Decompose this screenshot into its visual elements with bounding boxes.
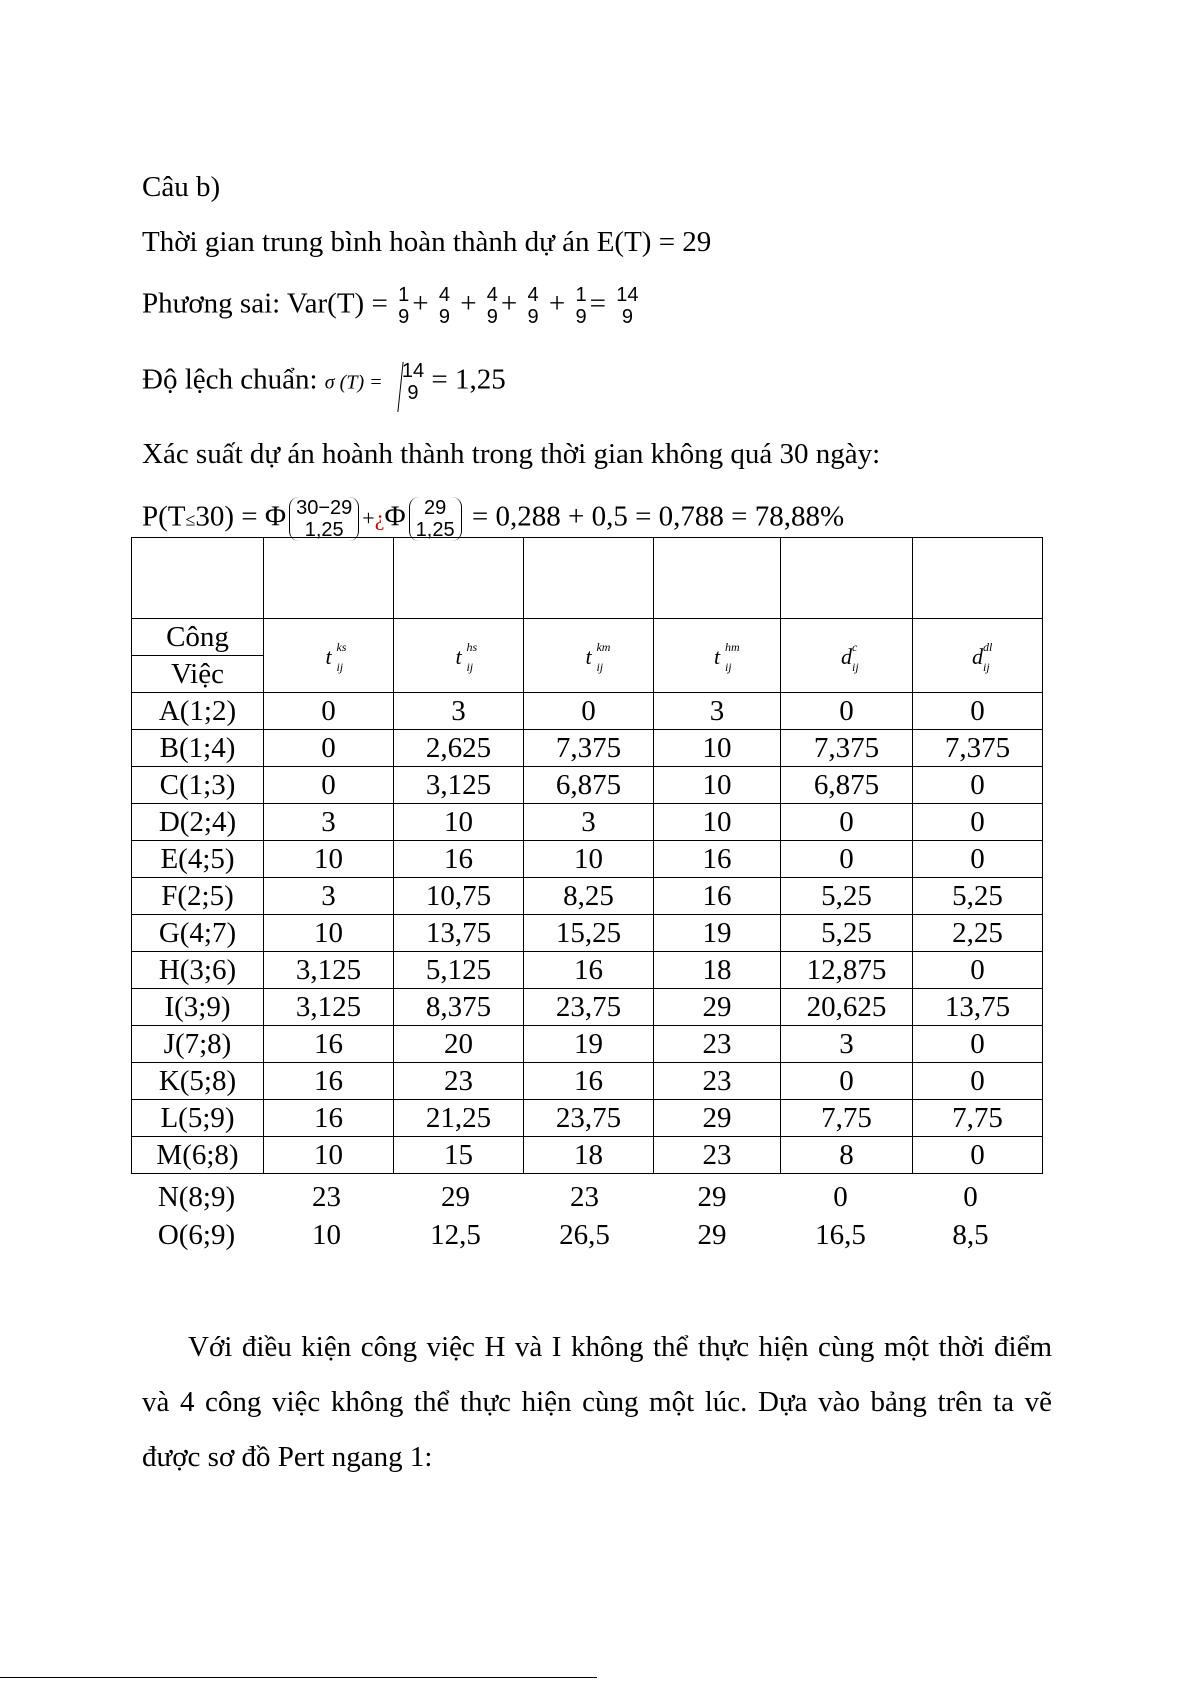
value-cell: 8,375 (394, 989, 524, 1026)
table-row (132, 915, 1043, 952)
phi-argument-1: 30−29 1,25 (289, 497, 359, 541)
value-cell: 16 (264, 1063, 394, 1100)
value-cell: 2,625 (394, 730, 524, 767)
value-cell: 29 (654, 1100, 781, 1137)
value-cell: 23 (654, 1063, 781, 1100)
mean-line: Thời gian trung bình hoàn thành dự án E(T) = 29 (142, 226, 712, 258)
value-cell: 7,75 (913, 1100, 1043, 1137)
table-blank-row (132, 538, 1043, 619)
value-cell: 10 (654, 767, 781, 804)
table-row (132, 1100, 1043, 1137)
probability-result: = 0,288 + 0,5 = 0,788 = 78,88% (471, 500, 845, 533)
table-row (132, 804, 1043, 841)
value-cell: 15,25 (524, 915, 654, 952)
value-cell: 5,25 (781, 915, 913, 952)
value-cell: 0 (524, 693, 654, 730)
header-d-c: d c ij (781, 619, 913, 693)
table-row (132, 767, 1043, 804)
value-cell: 21,25 (394, 1100, 524, 1137)
header-t-hm: t hm ij (654, 619, 781, 693)
value-cell: 3 (654, 693, 781, 730)
variance-term-3: 4 9 (486, 284, 498, 328)
value-cell: 20,625 (781, 989, 913, 1026)
table-row (132, 730, 1043, 767)
value-cell: 6,875 (524, 767, 654, 804)
table-header-row-top (132, 619, 1043, 656)
header-t-hs: t hs ij (394, 619, 524, 693)
value-cell: 10 (264, 915, 394, 952)
task-name-cell: B(1;4) (132, 730, 264, 767)
value-cell: 18 (524, 1137, 654, 1174)
task-name-cell: L(5;9) (132, 1100, 264, 1137)
variance-term-2: 4 9 (438, 284, 450, 328)
value-cell: 15 (394, 1137, 524, 1174)
variance-line: Phương sai: Var(T) = 1 9 + 4 9 + 4 9 + 4 9 + 1 9 = 14 9 (142, 284, 639, 328)
value-cell: 2,25 (913, 915, 1043, 952)
task-name-cell: J(7;8) (132, 1026, 264, 1063)
value-cell: 10 (394, 804, 524, 841)
value-cell: 10,75 (394, 878, 524, 915)
value-cell: 5,125 (394, 952, 524, 989)
value-cell: 10 (654, 730, 781, 767)
variance-prefix: Phương sai: Var(T) = (142, 287, 388, 320)
value-cell: 0 (781, 1063, 913, 1100)
variance-term-5: 1 9 (575, 284, 587, 328)
footnote-separator (0, 1677, 597, 1678)
task-name-cell: H(3;6) (132, 952, 264, 989)
value-cell: 3 (524, 804, 654, 841)
task-name-cell: K(5;8) (132, 1063, 264, 1100)
value-cell: 16 (394, 841, 524, 878)
render-artifact-char: ¿ (374, 505, 385, 531)
value-cell: 16 (654, 841, 781, 878)
value-cell: 20 (394, 1026, 524, 1063)
value-cell: 10 (264, 1137, 394, 1174)
value-cell: 23 (654, 1137, 781, 1174)
value-cell: 8 (781, 1137, 913, 1174)
table-row (132, 989, 1043, 1026)
table-row (132, 841, 1043, 878)
value-cell: 8,25 (524, 878, 654, 915)
value-cell: 16 (524, 1063, 654, 1100)
value-cell: 0 (913, 1026, 1043, 1063)
value-cell: 7,75 (781, 1100, 913, 1137)
value-cell: 0 (264, 693, 394, 730)
value-cell: 19 (524, 1026, 654, 1063)
value-cell: 7,375 (524, 730, 654, 767)
header-t-ks: t ks ij (264, 619, 394, 693)
tail-row-n: N(8;9) 23 29 23 29 0 0 (157, 1181, 978, 1213)
body-paragraph: Với điều kiện công việc H và I không thể thực hiện cùng một thời điểm và 4 công việc không thể thực hiện cùng một lúc. Dựa vào bảng trên ta vẽ được sơ đồ Pert ngang 1: (142, 1331, 1052, 1473)
table-row (132, 952, 1043, 989)
value-cell: 3 (264, 804, 394, 841)
table-row (132, 878, 1043, 915)
value-cell: 3 (394, 693, 524, 730)
variance-result: 14 9 (616, 284, 639, 328)
value-cell: 23 (394, 1063, 524, 1100)
value-cell: 3 (781, 1026, 913, 1063)
value-cell: 23,75 (524, 989, 654, 1026)
value-cell: 0 (913, 767, 1043, 804)
value-cell: 7,375 (913, 730, 1043, 767)
section-heading: Câu b) (142, 171, 221, 203)
value-cell: 0 (264, 730, 394, 767)
value-cell: 12,875 (781, 952, 913, 989)
value-cell: 3 (264, 878, 394, 915)
value-cell: 10 (524, 841, 654, 878)
task-name-cell: M(6;8) (132, 1137, 264, 1174)
sqrt-radical: 14 9 (390, 360, 424, 404)
probability-formula: P(T≤30) = Φ 30−29 1,25 +¿Φ 29 1,25 = 0,288 + 0,5 = 0,788 = 78,88% (142, 497, 845, 541)
value-cell: 7,375 (781, 730, 913, 767)
value-cell: 0 (781, 693, 913, 730)
value-cell: 18 (654, 952, 781, 989)
stddev-prefix: Độ lệch chuẩn: (142, 363, 318, 396)
value-cell: 5,25 (913, 878, 1043, 915)
schedule-table (131, 537, 1043, 1174)
value-cell: 29 (654, 989, 781, 1026)
probability-intro: Xác suất dự án hoành thành trong thời gian không quá 30 ngày: (142, 438, 881, 470)
task-name-cell: E(4;5) (132, 841, 264, 878)
value-cell: 16 (524, 952, 654, 989)
value-cell: 0 (913, 804, 1043, 841)
task-name-cell: G(4;7) (132, 915, 264, 952)
sigma-symbol: σ (T) = (324, 371, 383, 394)
task-name-cell: A(1;2) (132, 693, 264, 730)
variance-term-4: 4 9 (527, 284, 539, 328)
table-row (132, 693, 1043, 730)
table-row (132, 1137, 1043, 1174)
table-row (132, 1026, 1043, 1063)
tail-row-o: O(6;9) 10 12,5 26,5 29 16,5 8,5 (157, 1219, 989, 1251)
header-cong: Công (132, 619, 264, 656)
variance-term-1: 1 9 (398, 284, 410, 328)
value-cell: 0 (781, 841, 913, 878)
value-cell: 16 (264, 1100, 394, 1137)
value-cell: 23,75 (524, 1100, 654, 1137)
value-cell: 19 (654, 915, 781, 952)
value-cell: 16 (654, 878, 781, 915)
value-cell: 0 (913, 693, 1043, 730)
value-cell: 0 (781, 804, 913, 841)
value-cell: 13,75 (394, 915, 524, 952)
value-cell: 16 (264, 1026, 394, 1063)
stddev-line (142, 360, 506, 404)
value-cell: 5,25 (781, 878, 913, 915)
value-cell: 3,125 (264, 952, 394, 989)
phi-argument-2: 29 1,25 (409, 497, 462, 541)
task-name-cell: I(3;9) (132, 989, 264, 1026)
value-cell: 10 (654, 804, 781, 841)
value-cell: 0 (913, 952, 1043, 989)
value-cell: 6,875 (781, 767, 913, 804)
header-d-dl: d dl ij (913, 619, 1043, 693)
table-body (132, 693, 1043, 1174)
value-cell: 23 (654, 1026, 781, 1063)
value-cell: 0 (913, 1063, 1043, 1100)
value-cell: 10 (264, 841, 394, 878)
table-row (132, 1063, 1043, 1100)
stddev-result: = 1,25 (431, 363, 506, 396)
value-cell: 13,75 (913, 989, 1043, 1026)
value-cell: 3,125 (394, 767, 524, 804)
header-t-km: t km ij (524, 619, 654, 693)
value-cell: 0 (913, 1137, 1043, 1174)
value-cell: 3,125 (264, 989, 394, 1026)
task-name-cell: C(1;3) (132, 767, 264, 804)
header-viec: Việc (132, 656, 264, 693)
task-name-cell: D(2;4) (132, 804, 264, 841)
value-cell: 0 (913, 841, 1043, 878)
value-cell: 0 (264, 767, 394, 804)
task-name-cell: F(2;5) (132, 878, 264, 915)
